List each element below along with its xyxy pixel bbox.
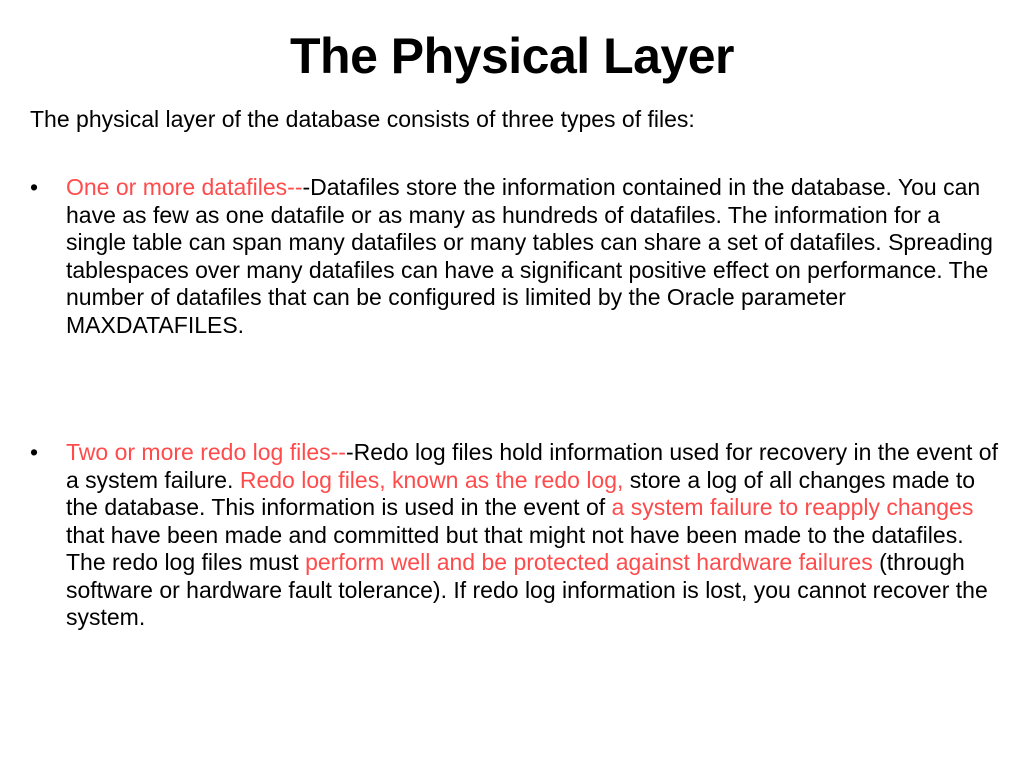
redo-highlight-3: perform well and be protected against hardware failures <box>305 549 873 575</box>
bullet-item-redo-logs <box>30 439 1005 632</box>
redo-highlight-1: Redo log files, known as the redo log, <box>239 466 624 493</box>
redo-body-1: -Redo log files hold information used for recovery in the event of a system failure. <box>66 439 998 493</box>
redo-highlight-2: a system failure to reapply changes <box>611 494 974 520</box>
datafiles-heading: One or more datafiles-- <box>66 174 303 200</box>
bullet-item-datafiles <box>30 174 1005 339</box>
intro-text: The physical layer of the database consists of three types of files: <box>30 106 695 132</box>
redo-body-3: that have been made and committed but that might not have been made to the datafiles. The redo log files must <box>66 521 964 575</box>
bullet-text-redo-logs <box>66 439 1005 632</box>
datafiles-body: -Datafiles store the information contained in the database. You can have as few as one datafile or as many as hundreds of datafiles. The information for a single table can span many datafiles or many tables can share a set of datafiles. Spreading tablespaces over many datafiles can have a significant positive effect on performance. The number of datafiles that can be configured is limited by the Oracle parameter MAXDATAFILES. <box>66 174 993 338</box>
redo-body-2: store a log of all changes made to the database. This information is used in the event of <box>66 466 976 520</box>
bullet-text-datafiles <box>66 174 1005 339</box>
redo-body-4: (through software or hardware fault tolerance). If redo log information is lost, you cannot recover the system. <box>66 549 988 630</box>
bullet-dot-icon: • <box>30 174 39 200</box>
slide-title: The Physical Layer <box>289 28 734 84</box>
bullet-dot-icon: • <box>30 439 39 465</box>
redo-heading: Two or more redo log files-- <box>66 439 346 465</box>
